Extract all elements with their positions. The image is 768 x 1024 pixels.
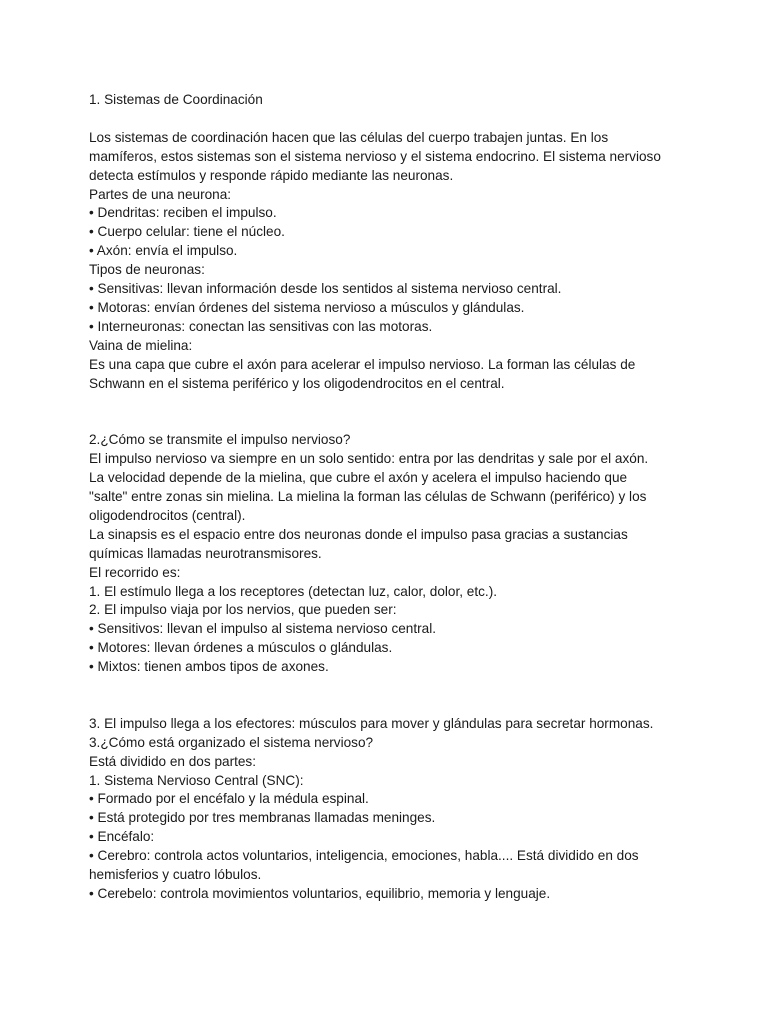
subheading-neuron-parts: Partes de una neurona: xyxy=(89,186,232,202)
list-item: • Cerebro: controla actos voluntarios, inteligencia, emociones, habla.... Está dividido en dos xyxy=(89,848,639,864)
section-3-title: 3.¿Cómo está organizado el sistema nervioso? xyxy=(89,734,374,750)
document-page xyxy=(89,91,689,904)
list-item: • Dendritas: reciben el impulso. xyxy=(89,205,277,221)
section-1-body xyxy=(89,129,689,394)
text-line: El impulso nervioso va siempre en un solo sentido: entra por las dendritas y sale por el axón. xyxy=(89,451,649,467)
text-line: Los sistemas de coordinación hacen que las células del cuerpo trabajen juntas. En los xyxy=(89,129,609,145)
list-item: • Formado por el encéfalo y la médula espinal. xyxy=(89,791,369,807)
text-line: "salte" entre zonas sin mielina. La mielina la forman las células de Schwann (periférico) y los xyxy=(89,489,647,504)
text-line: hemisferios y cuatro lóbulos. xyxy=(89,867,262,883)
section-2-body xyxy=(89,431,689,677)
text-line: detecta estímulos y responde rápido mediante las neuronas. xyxy=(89,167,454,183)
list-item: • Está protegido por tres membranas llamadas meninges. xyxy=(89,810,436,826)
list-item: • Cuerpo celular: tiene el núcleo. xyxy=(89,224,285,240)
list-item: 2. El impulso viaja por los nervios, que pueden ser: xyxy=(89,602,397,618)
text-line: Está dividido en dos partes: xyxy=(89,753,257,769)
section-1-title: 1. Sistemas de Coordinación xyxy=(89,92,263,107)
list-item: • Encéfalo: xyxy=(89,829,155,845)
list-item: • Axón: envía el impulso. xyxy=(89,243,238,259)
list-item: • Interneuronas: conectan las sensitivas con las motoras. xyxy=(89,318,433,334)
subheading-route: El recorrido es: xyxy=(89,564,181,580)
subheading-myelin: Vaina de mielina: xyxy=(89,337,193,353)
text-line: químicas llamadas neurotransmisores. xyxy=(89,545,322,561)
list-item: 1. El estímulo llega a los receptores (detectan luz, calor, dolor, etc.). xyxy=(89,583,498,599)
subheading-neuron-types: Tipos de neuronas: xyxy=(89,262,205,278)
list-item: • Motores: llevan órdenes a músculos o glándulas. xyxy=(89,640,393,656)
list-item: • Mixtos: tienen ambos tipos de axones. xyxy=(89,659,329,675)
list-item: • Sensitivos: llevan el impulso al sistema nervioso central. xyxy=(89,621,437,637)
text-line: Es una capa que cubre el axón para acelerar el impulso nervioso. La forman las células de xyxy=(89,356,636,372)
text-line: La velocidad depende de la mielina, que cubre el axón y acelera el impulso haciendo que xyxy=(89,470,628,486)
section-2-title: 2.¿Cómo se transmite el impulso nervioso? xyxy=(89,432,351,448)
spacer xyxy=(89,393,689,431)
spacer xyxy=(89,677,689,715)
list-item: • Cerebelo: controla movimientos voluntarios, equilibrio, memoria y lenguaje. xyxy=(89,886,551,902)
text-line: mamíferos, estos sistemas son el sistema nervioso y el sistema endocrino. El sistema nervioso xyxy=(89,148,661,164)
text-line: Schwann en el sistema periférico y los oligodendrocitos en el central. xyxy=(89,375,505,391)
list-item: 3. El impulso llega a los efectores: músculos para mover y glándulas para secretar hormonas. xyxy=(89,715,654,731)
section-3-body xyxy=(89,715,689,904)
text-line: La sinapsis es el espacio entre dos neuronas donde el impulso pasa gracias a sustancias xyxy=(89,526,628,542)
list-item: • Motoras: envían órdenes del sistema nervioso a músculos y glándulas. xyxy=(89,299,525,315)
spacer xyxy=(89,110,689,129)
list-item: • Sensitivas: llevan información desde los sentidos al sistema nervioso central. xyxy=(89,281,562,297)
text-line: oligodendrocitos (central). xyxy=(89,507,246,523)
subheading-snc: 1. Sistema Nervioso Central (SNC): xyxy=(89,772,304,788)
